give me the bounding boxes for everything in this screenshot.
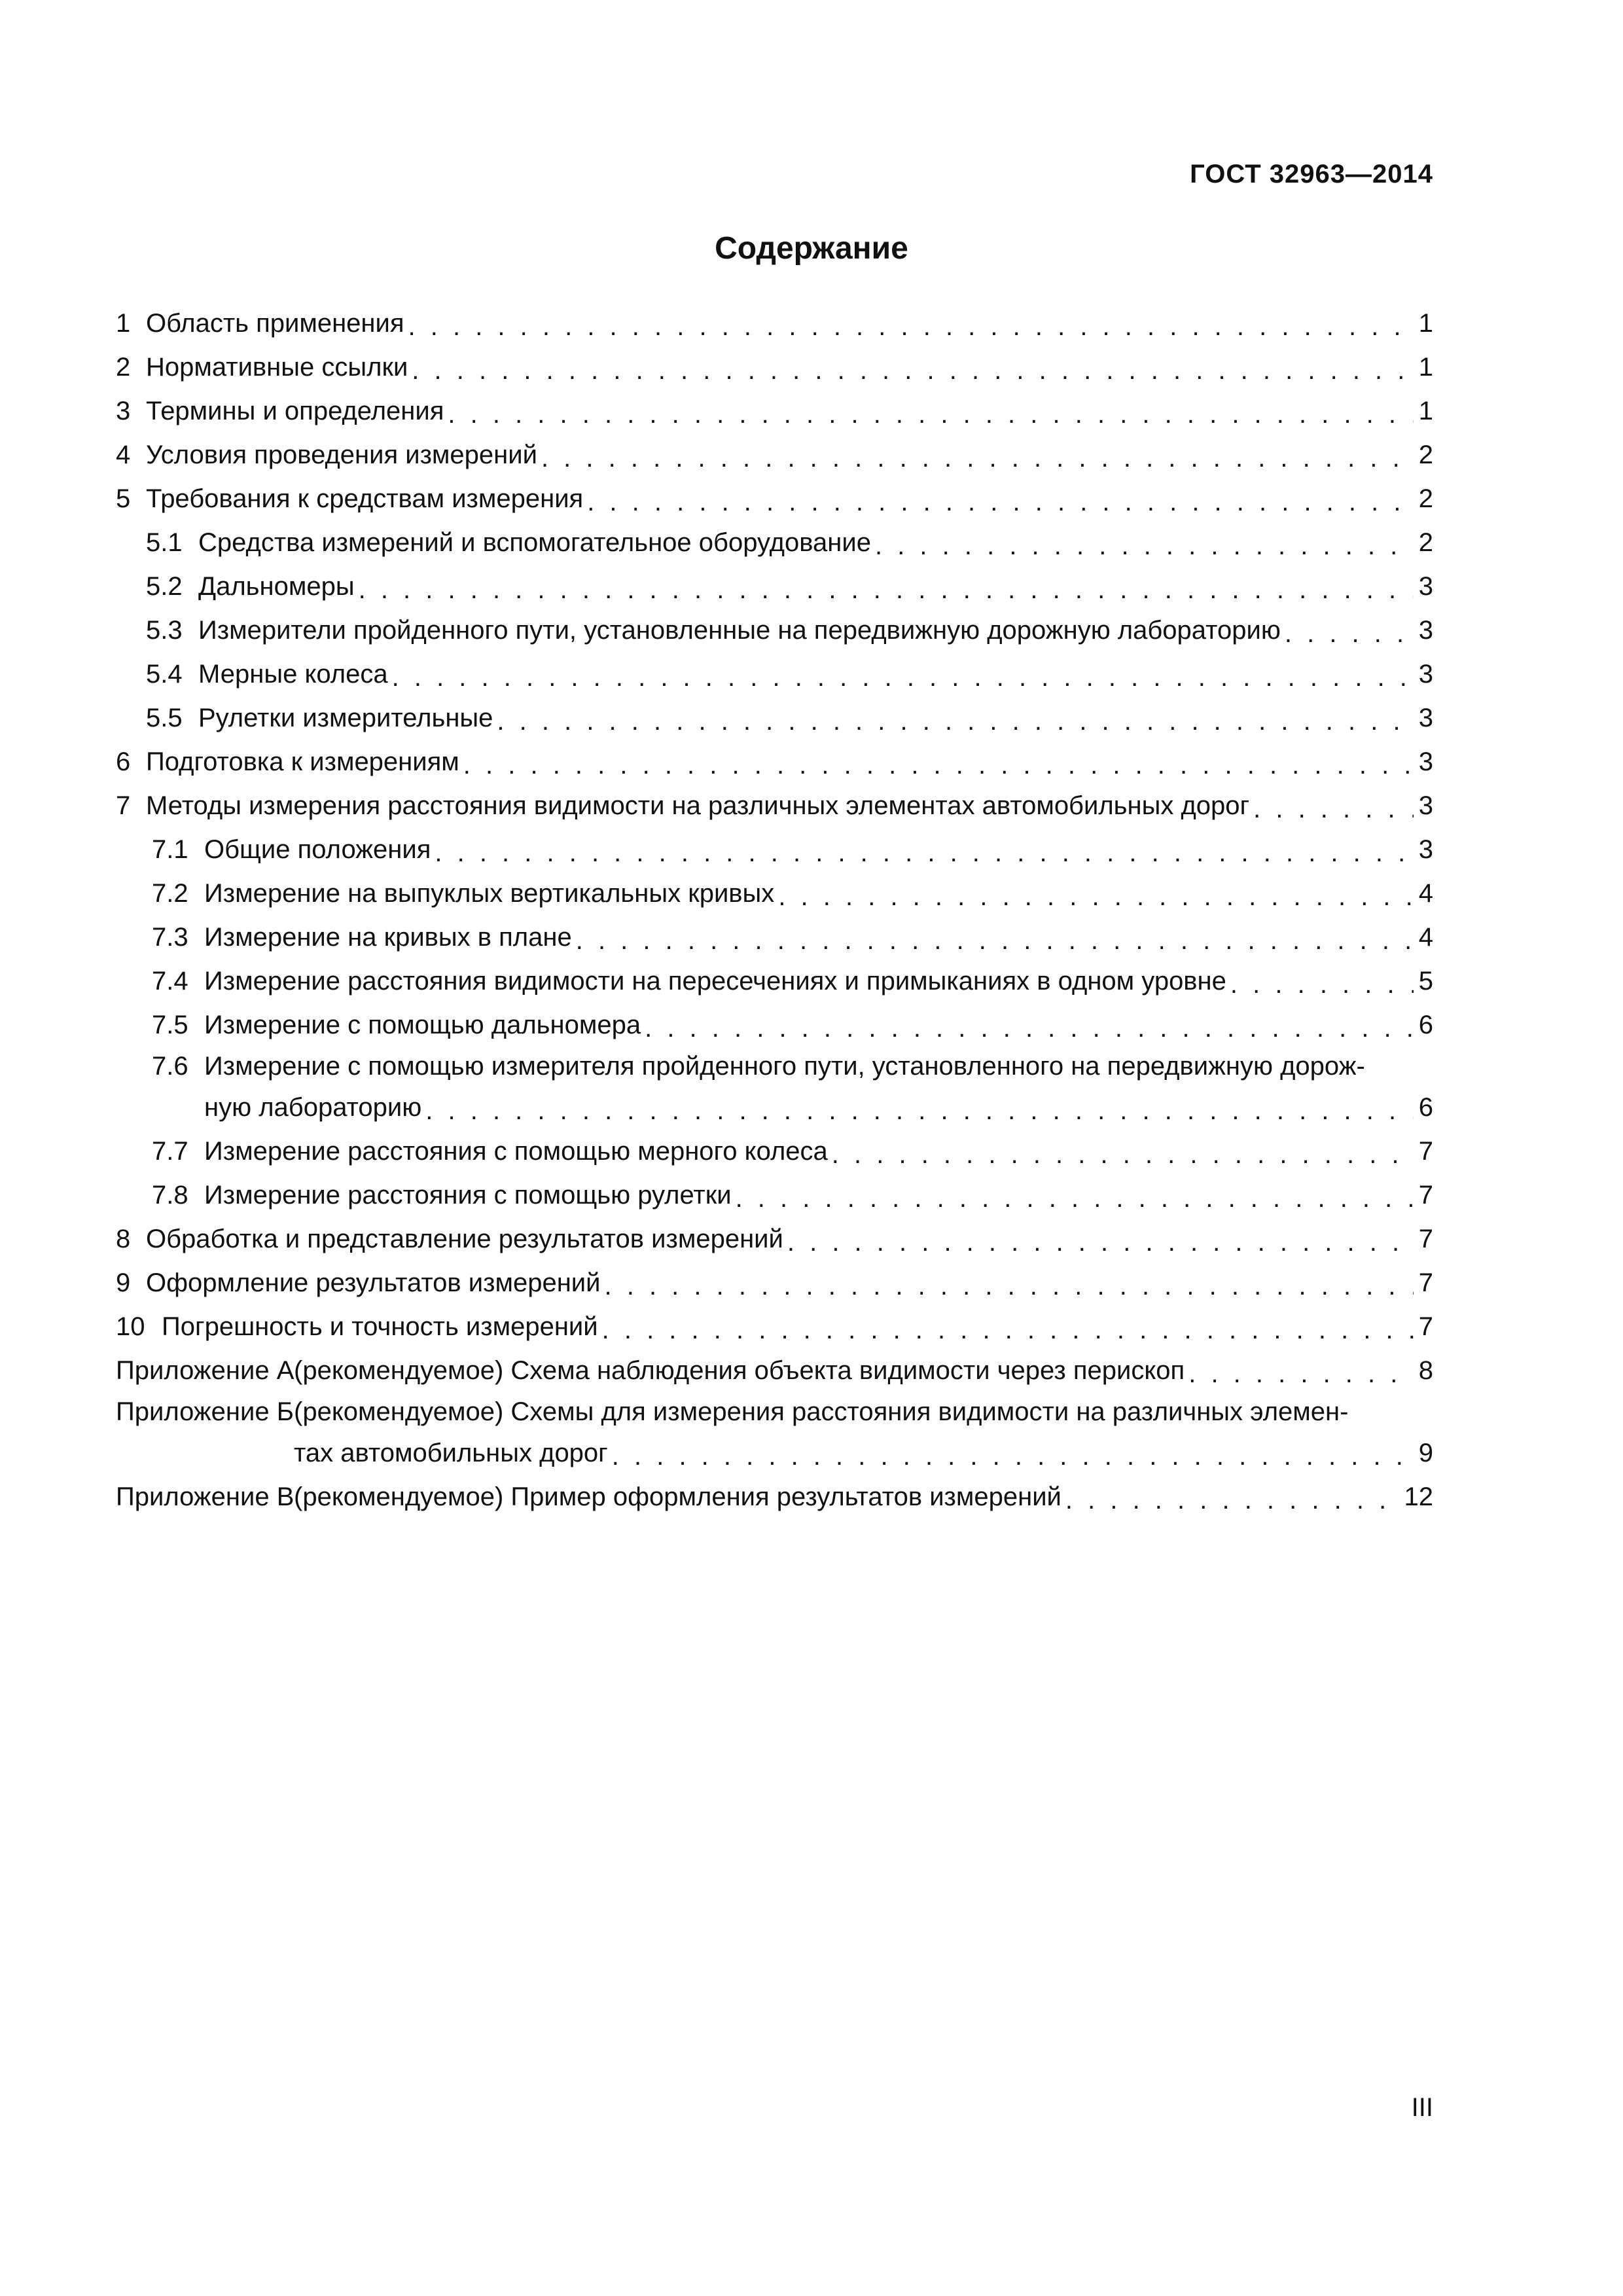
toc-entry-appendix[interactable]	[116, 1347, 1433, 1391]
toc-title: Измерение на выпуклых вертикальных кривых	[204, 879, 775, 908]
toc-page: 4	[1418, 923, 1433, 952]
toc-page: 1	[1418, 309, 1433, 338]
toc-title: Погрешность и точность измерений	[162, 1312, 598, 1341]
dot-leader	[448, 401, 1414, 427]
toc-entry[interactable]	[116, 431, 1433, 475]
toc-page: 2	[1418, 440, 1433, 469]
page-number: III	[1411, 2093, 1433, 2122]
toc-title: Нормативные ссылки	[146, 353, 408, 382]
toc-page: 12	[1404, 1482, 1433, 1511]
toc-number: 10	[116, 1312, 145, 1341]
toc-entry[interactable]	[116, 651, 1433, 694]
toc-number: 2	[116, 353, 131, 382]
toc-entry[interactable]	[116, 1215, 1433, 1259]
toc-number: 9	[116, 1268, 131, 1297]
toc-number: 7	[116, 791, 131, 820]
toc-page: 2	[1418, 484, 1433, 513]
toc-entry[interactable]	[116, 870, 1433, 914]
toc-number: 7.6	[152, 1052, 188, 1081]
toc-number: 5.2	[146, 572, 183, 601]
dot-leader	[408, 314, 1414, 340]
dot-leader	[1230, 971, 1414, 997]
toc-title: Измерение на кривых в плане	[204, 923, 572, 952]
toc-number: 7.7	[152, 1137, 188, 1166]
toc-number: 7.4	[152, 967, 188, 996]
dot-leader	[425, 1098, 1414, 1124]
toc-page: 2	[1418, 528, 1433, 557]
toc-title: Дальномеры	[198, 572, 355, 601]
dot-leader	[645, 1015, 1414, 1041]
dot-leader	[787, 1229, 1414, 1255]
toc-page: 6	[1418, 1011, 1433, 1039]
toc-title: Общие положения	[204, 835, 431, 864]
toc-number: 7.1	[152, 835, 188, 864]
toc-title: Требования к средствам измерения	[146, 484, 584, 513]
toc-title-continued: тах автомобильных дорог	[294, 1439, 608, 1467]
toc-title: Оформление результатов измерений	[146, 1268, 601, 1297]
toc-entry[interactable]	[116, 607, 1433, 651]
toc-title: Измерение с помощью дальномера	[204, 1011, 641, 1039]
toc-title: Методы измерения расстояния видимости на различных элементах автомобильных дорог	[146, 791, 1250, 820]
dot-leader	[1065, 1487, 1400, 1513]
toc-title: Обработка и представление результатов измерений	[146, 1225, 783, 1253]
toc-entry[interactable]	[116, 1259, 1433, 1303]
toc-number: 5.4	[146, 660, 183, 689]
toc-entry[interactable]	[116, 563, 1433, 607]
dot-leader	[463, 752, 1414, 778]
toc-page: 7	[1418, 1181, 1433, 1210]
toc-title: Область применения	[146, 309, 404, 338]
toc-title: Измерение с помощью измерителя пройденного пути, установленного на передвижную дорож-	[204, 1052, 1365, 1081]
toc-number: 7.3	[152, 923, 188, 952]
toc-page: 6	[1418, 1093, 1433, 1122]
dot-leader	[1253, 796, 1414, 822]
toc-number: 5.3	[146, 616, 183, 645]
toc-title: Термины и определения	[146, 397, 444, 425]
toc-page: 7	[1418, 1137, 1433, 1166]
table-of-contents	[116, 300, 1433, 1517]
dot-leader	[497, 708, 1414, 734]
toc-number: 7.2	[152, 879, 188, 908]
dot-leader	[778, 884, 1414, 910]
toc-entry[interactable]	[116, 344, 1433, 387]
toc-title: Измерители пройденного пути, установленные на передвижную дорожную лабораторию	[198, 616, 1281, 645]
toc-page: 7	[1418, 1225, 1433, 1253]
toc-number: 6	[116, 747, 131, 776]
toc-entry[interactable]	[116, 1001, 1433, 1045]
toc-number: 4	[116, 440, 131, 469]
toc-number: 5.5	[146, 704, 183, 732]
toc-page: 1	[1418, 353, 1433, 382]
dot-leader	[1188, 1361, 1414, 1387]
toc-entry[interactable]	[116, 1045, 1433, 1128]
toc-number: 3	[116, 397, 131, 425]
toc-title: Условия проведения измерений	[146, 440, 537, 469]
toc-page: 3	[1418, 660, 1433, 689]
document-code: ГОСТ 32963—2014	[1190, 160, 1433, 188]
toc-entry[interactable]	[116, 1128, 1433, 1172]
dot-leader	[605, 1273, 1414, 1299]
toc-title: Рулетки измерительные	[198, 704, 493, 732]
toc-entry[interactable]	[116, 519, 1433, 563]
toc-page: 8	[1418, 1356, 1433, 1385]
toc-entry[interactable]	[116, 958, 1433, 1001]
toc-number: 7.5	[152, 1011, 188, 1039]
toc-entry[interactable]	[116, 1303, 1433, 1347]
dot-leader	[412, 357, 1414, 384]
toc-title: (рекомендуемое) Схемы для измерения расстояния видимости на различных элемен-	[294, 1397, 1349, 1426]
dot-leader	[359, 577, 1414, 603]
toc-entry[interactable]	[116, 387, 1433, 431]
dot-leader	[612, 1443, 1414, 1469]
toc-entry-appendix[interactable]	[116, 1391, 1433, 1473]
toc-page: 3	[1418, 747, 1433, 776]
toc-title: Измерение расстояния с помощью рулетки	[204, 1181, 732, 1210]
toc-number: 5	[116, 484, 131, 513]
toc-title: Измерение расстояния с помощью мерного колеса	[204, 1137, 828, 1166]
toc-entry[interactable]	[116, 782, 1433, 826]
toc-entry[interactable]	[116, 694, 1433, 738]
toc-title-continued: ную лабораторию	[204, 1093, 422, 1122]
toc-page: 3	[1418, 616, 1433, 645]
toc-page: 7	[1418, 1268, 1433, 1297]
toc-title: Подготовка к измерениям	[146, 747, 459, 776]
dot-leader	[736, 1185, 1414, 1211]
toc-entry[interactable]	[116, 475, 1433, 519]
dot-leader	[435, 840, 1414, 866]
dot-leader	[875, 533, 1414, 559]
toc-page: 5	[1418, 967, 1433, 996]
toc-number: 8	[116, 1225, 131, 1253]
toc-title: Мерные колеса	[198, 660, 388, 689]
dot-leader	[1285, 620, 1414, 647]
dot-leader	[832, 1141, 1414, 1168]
toc-page: 4	[1418, 879, 1433, 908]
appendix-label: Приложение В	[116, 1482, 294, 1511]
toc-entry[interactable]	[116, 826, 1433, 870]
toc-number: 5.1	[146, 528, 183, 557]
toc-page: 3	[1418, 704, 1433, 732]
dot-leader	[541, 445, 1414, 471]
appendix-label: Приложение А	[116, 1356, 294, 1385]
dot-leader	[602, 1317, 1414, 1343]
toc-number: 1	[116, 309, 131, 338]
appendix-label: Приложение Б	[116, 1397, 294, 1426]
dot-leader	[587, 489, 1414, 515]
page-title: Содержание	[715, 231, 908, 266]
toc-page: 3	[1418, 572, 1433, 601]
toc-page: 3	[1418, 791, 1433, 820]
toc-entry-appendix[interactable]	[116, 1473, 1433, 1517]
toc-title: (рекомендуемое) Схема наблюдения объекта видимости через перископ	[294, 1356, 1185, 1385]
dot-leader	[576, 927, 1414, 954]
toc-page: 9	[1418, 1439, 1433, 1467]
toc-page: 1	[1418, 397, 1433, 425]
toc-title: Средства измерений и вспомогательное оборудование	[198, 528, 871, 557]
toc-entry[interactable]	[116, 738, 1433, 782]
toc-entry[interactable]	[116, 1172, 1433, 1215]
toc-number: 7.8	[152, 1181, 188, 1210]
toc-page: 7	[1418, 1312, 1433, 1341]
toc-entry[interactable]	[116, 914, 1433, 958]
dot-leader	[392, 664, 1414, 691]
toc-title: Измерение расстояния видимости на пересечениях и примыканиях в одном уровне	[204, 967, 1226, 996]
toc-page: 3	[1418, 835, 1433, 864]
toc-title: (рекомендуемое) Пример оформления результатов измерений	[294, 1482, 1061, 1511]
toc-entry[interactable]	[116, 300, 1433, 344]
